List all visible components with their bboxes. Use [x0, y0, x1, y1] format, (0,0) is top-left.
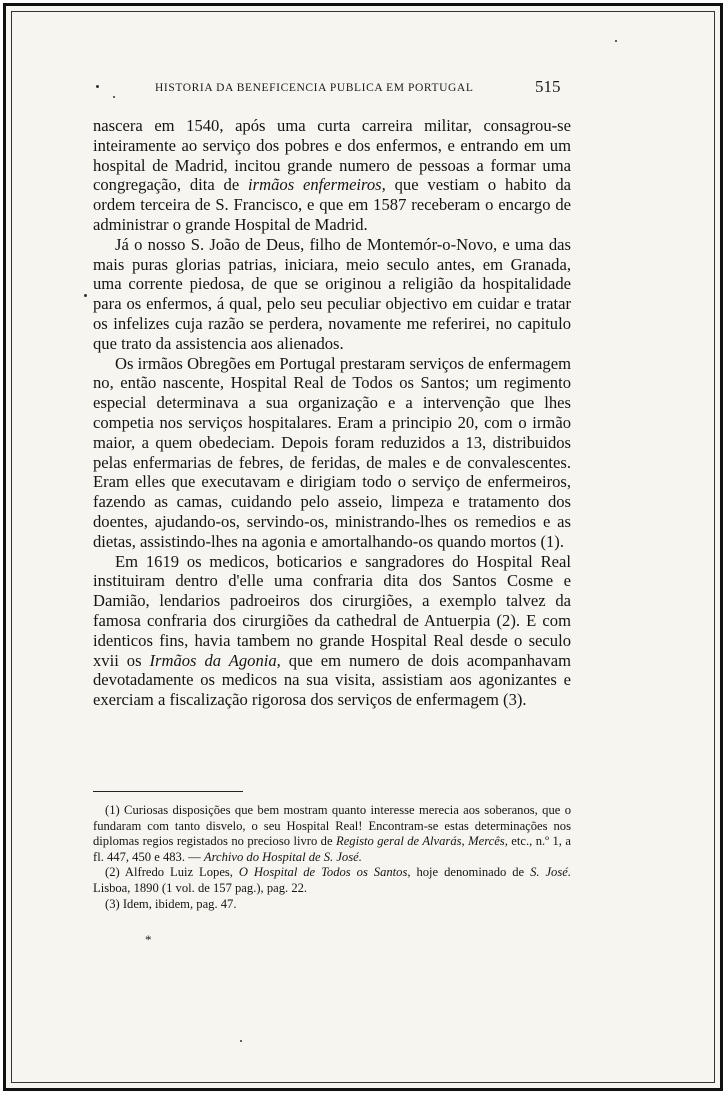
text-run: Lisboa, 1890 (1 vol. de 157 pag.), pag. 22.: [93, 880, 308, 895]
footnotes: [93, 803, 571, 912]
italic-run: Irmãos da Agonia,: [149, 650, 281, 670]
text-run: (3) Idem, ibidem, pag. 47.: [105, 896, 237, 911]
page-number: 515: [535, 77, 561, 96]
paragraph: [93, 354, 571, 552]
footnote-rule: [93, 791, 243, 792]
text-run: Em 1619 os medicos, boticarios e sangradores do Hospital Real instituiram dentro d'elle uma confraria dita dos Santos Cosme e Damião, lendarios padroeiros dos cirurgiões, a exemplo talvez da famosa confraria dos cirurgiões da cathedral de Antuerpia (2). E com identicos fins, havia tambem no grande Hospital Real desde o seculo xvii os: [93, 551, 571, 670]
ornament-asterisk: *: [145, 932, 152, 947]
text-run: Os irmãos Obregões em Portugal prestaram serviços de enfermagem no, então nascente, Hospital Real de Todos os Santos; um regimento especial determinava a sua organização e a intervenção que lhes competia nos serviços hospitalares. Eram a principio 20, com o irmão maior, a quem obedeciam. Depois foram reduzidos a 13, distribuidos pelas enfermarias de febres, de feridas, de males e de convalescentes. Eram elles que executavam e dirigiam todo o serviço de enfermeiros, fazendo as camas, cuidando pelo asseio, limpeza e tratamento dos doentes, ajudando-os, servindo-os, ministrando-lhes os remedios e as dietas, assistindo-lhes na agonia e amortalhando-os quando mortos (1).: [93, 353, 571, 551]
italic-run: O Hospital de Todos os Santos,: [238, 865, 411, 880]
paragraph: [93, 552, 571, 710]
text-run: que vestiam o habito da ordem terceira de S. Francisco, e que em 1587 receberam o encargo de administrar o grande Hospital de Madrid.: [93, 175, 571, 234]
print-speck: [240, 1040, 242, 1042]
italic-run: Archivo do Hospital de S. José.: [203, 849, 362, 864]
footnote: [93, 897, 571, 913]
italic-run: irmãos enfermeiros,: [248, 175, 386, 195]
text-run: (2) Alfredo Luiz Lopes,: [105, 865, 239, 880]
text-run: etc., n.º 1, a fl. 447, 450 e 483. —: [93, 834, 571, 864]
text-run: (1) Curiosas disposições que bem mostram quanto interesse merecia aos soberanos, que o fundaram com tanto disvelo, o seu Hospital Real! Encontram-se estas determinações nos diplomas regios registados no precioso livro de: [93, 803, 571, 849]
text-run: nascera em 1540, após uma curta carreira militar, consagrou-se inteiramente ao serviço dos pobres e dos enfermos, e entrando em um hospital de Madrid, incitou grande numero de pessoas a formar uma congregação, dita de: [93, 116, 571, 195]
running-title: HISTORIA DA BENEFICENCIA PUBLICA EM PORTUGAL: [155, 82, 474, 94]
italic-run: Registo geral de Alvarás, Mercês,: [336, 834, 508, 849]
paragraph: [93, 235, 571, 354]
print-speck: [615, 40, 617, 42]
text-run: hoje denominado de: [410, 865, 531, 880]
text-run: que em numero de dois acompanhavam devotadamente os medicos na sua visita, assistiam aos agonizantes e exerciam a fiscalização rigorosa dos serviços de enfermagem (3).: [93, 650, 571, 710]
body-text: [93, 116, 571, 710]
print-speck: [96, 85, 99, 88]
print-speck: [84, 294, 87, 297]
text-run: Já o nosso S. João de Deus, filho de Montemór-o-Novo, e uma das mais puras glorias patrias, iniciara, meio seculo antes, em Granada, uma corrente piedosa, de que se originou a religião da hospitalidade para os enfermos, á qual, pelo seu peculiar objectivo em cuidar e tratar os infelizes cuja razão se perdera, novamente me referirei, no capitulo que trato da assistencia aos alienados.: [93, 234, 571, 353]
footnote: [93, 803, 571, 865]
italic-run: S. José.: [530, 865, 571, 880]
paragraph: [93, 116, 571, 235]
print-speck: [113, 96, 115, 98]
footnote: [93, 865, 571, 896]
